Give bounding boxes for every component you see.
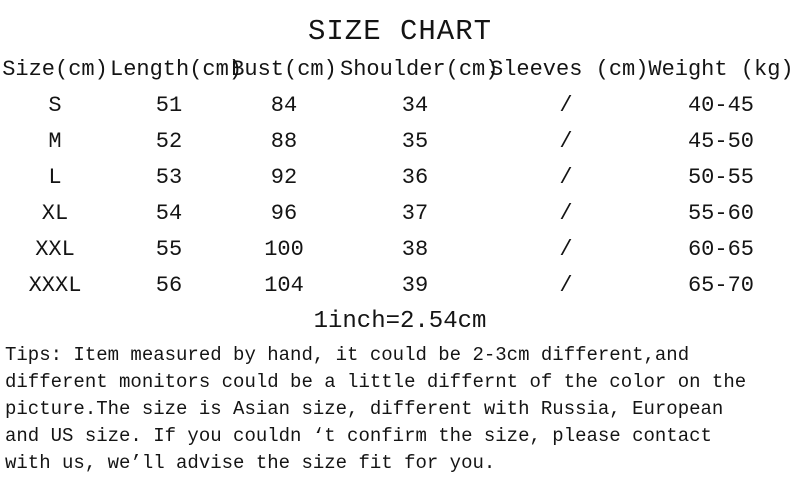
column-header-length: Length(cm) <box>110 57 243 82</box>
table-cell-size: XXXL <box>28 273 82 298</box>
column-header-bust: Bust(cm) <box>231 57 337 82</box>
table-cell-length: 53 <box>155 165 183 190</box>
table-cell-length: 56 <box>155 273 183 298</box>
table-cell-length: 54 <box>155 201 183 226</box>
unit-conversion-note: 1inch=2.54cm <box>313 308 487 335</box>
size-chart-table <box>0 52 800 304</box>
table-cell-bust: 92 <box>270 165 298 190</box>
table-cell-length: 55 <box>155 237 183 262</box>
table-cell-shoulder: 37 <box>401 201 429 226</box>
column-header-shoulder: Shoulder(cm) <box>340 57 499 82</box>
table-cell-shoulder: 35 <box>401 129 429 154</box>
table-cell-size: L <box>48 165 62 190</box>
table-cell-sleeves: / <box>559 165 573 190</box>
tips-text <box>0 340 800 477</box>
table-cell-sleeves: / <box>559 129 573 154</box>
column-header-weight: Weight (kg) <box>648 57 794 82</box>
table-cell-weight: 60-65 <box>687 237 754 262</box>
table-cell-bust: 100 <box>264 237 304 262</box>
table-cell-bust: 84 <box>270 93 298 118</box>
table-cell-sleeves: / <box>559 273 573 298</box>
table-cell-weight: 65-70 <box>687 273 754 298</box>
tips-line: with us, we’ll advise the size fit for you. <box>5 452 496 474</box>
tips-line: and US size. If you couldn ‘t confirm the size, please contact <box>5 425 712 447</box>
table-cell-bust: 88 <box>270 129 298 154</box>
table-cell-sleeves: / <box>559 93 573 118</box>
column-header-size: Size(cm) <box>2 57 108 82</box>
table-cell-length: 51 <box>155 93 183 118</box>
table-cell-weight: 45-50 <box>687 129 754 154</box>
table-cell-shoulder: 34 <box>401 93 429 118</box>
table-cell-sleeves: / <box>559 201 573 226</box>
table-cell-shoulder: 39 <box>401 273 429 298</box>
table-cell-shoulder: 38 <box>401 237 429 262</box>
tips-line: picture.The size is Asian size, different with Russia, European <box>5 398 724 420</box>
table-cell-bust: 96 <box>270 201 298 226</box>
table-cell-weight: 55-60 <box>687 201 754 226</box>
table-cell-size: XL <box>41 201 69 226</box>
table-cell-size: XXL <box>35 237 75 262</box>
table-cell-size: M <box>48 129 62 154</box>
table-cell-size: S <box>48 93 62 118</box>
size-chart-title: SIZE CHART <box>307 15 493 48</box>
tips-line: different monitors could be a little differnt of the color on the <box>5 371 747 393</box>
column-header-sleeves: Sleeves (cm) <box>490 57 649 82</box>
table-cell-weight: 50-55 <box>687 165 754 190</box>
table-cell-weight: 40-45 <box>687 93 754 118</box>
table-cell-sleeves: / <box>559 237 573 262</box>
table-cell-length: 52 <box>155 129 183 154</box>
table-cell-bust: 104 <box>264 273 304 298</box>
tips-line: Tips: Item measured by hand, it could be 2-3cm different,and <box>5 344 690 366</box>
table-cell-shoulder: 36 <box>401 165 429 190</box>
